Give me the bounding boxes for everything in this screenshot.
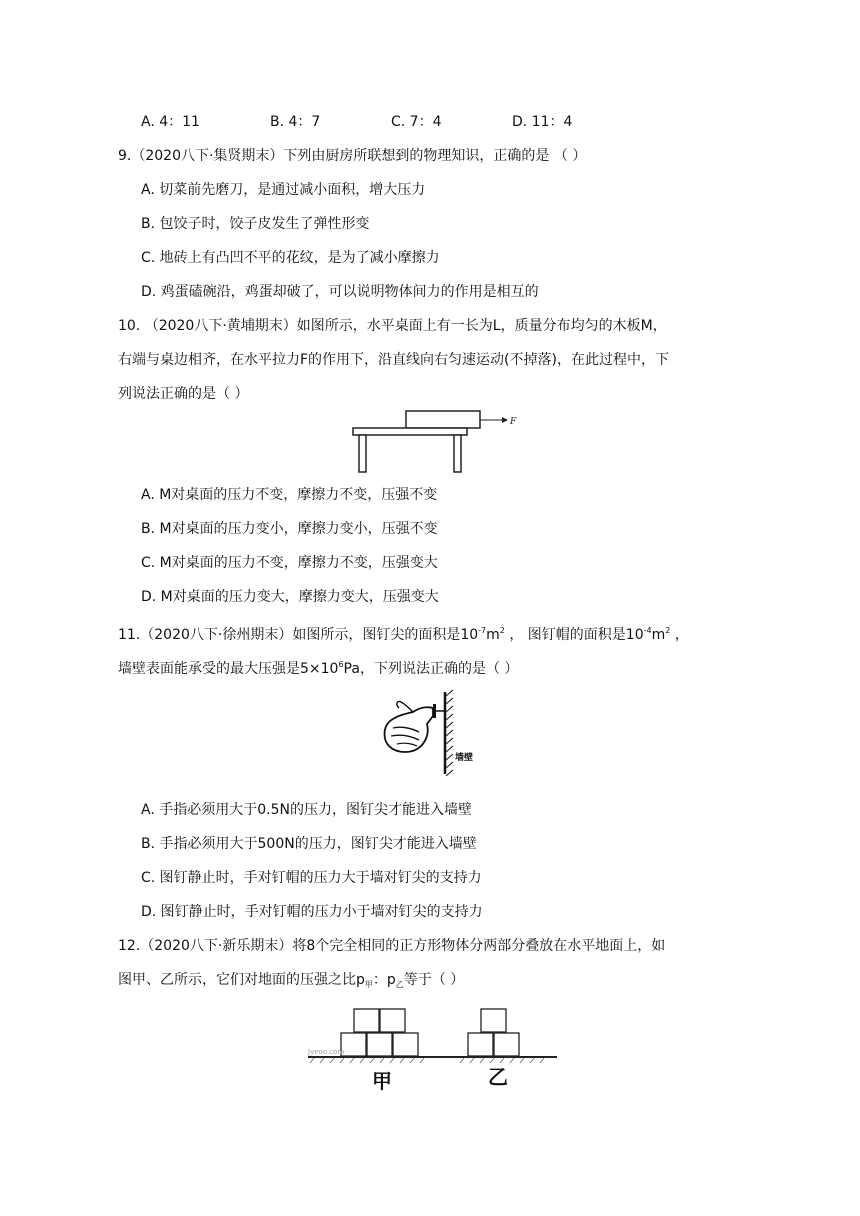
q10-stem-line3: 列说法正确的是（ ） (118, 386, 249, 402)
q8-option-a: A. 4：11 (141, 114, 200, 130)
q9-option-c: C. 地砖上有凸凹不平的花纹，是为了减小摩擦力 (141, 250, 440, 266)
q9-option-d: D. 鸡蛋磕碗沿，鸡蛋却破了，可以说明物体间力的作用是相互的 (141, 284, 539, 300)
q10-force-label: F (510, 417, 517, 427)
q12-blocks-figure (300, 1000, 565, 1100)
q10-table-figure (350, 408, 520, 474)
q10-stem-line2: 右端与桌边相齐，在水平拉力F的作用下，沿直线向右匀速运动(不掉落)，在此过程中，下 (118, 352, 669, 368)
q11-option-d: D. 图钉静止时，手对钉帽的压力小于墙对钉尖的支持力 (141, 904, 483, 920)
q10-option-d: D. M对桌面的压力变大，摩擦力变大，压强变大 (141, 589, 439, 605)
q10-option-a: A. M对桌面的压力不变，摩擦力不变，压强不变 (141, 487, 438, 503)
q12-stem-line2: 图甲、乙所示，它们对地面的压强之比$p_甲$：$p_乙$等于（ ） (118, 972, 465, 989)
q12-group-jia (341, 1009, 418, 1056)
q11-stem-line2: 墙壁表面能承受的最大压强是$5\times 10^6Pa$，下列说法正确的是（ ） (118, 660, 519, 677)
q8-option-b: B. 4：7 (270, 114, 321, 130)
q11-option-a: A. 手指必须用大于0.5N的压力，图钉尖才能进入墙壁 (141, 802, 472, 818)
q11-wall-label: 墙壁 (455, 753, 474, 763)
q10-stem-line1: 10. （2020八下·黄埔期末）如图所示，水平桌面上有一长为L，质量分布均匀的木板M， (118, 318, 667, 334)
q12-label-jia: 甲 (372, 1069, 392, 1093)
q12-label-yi: 乙 (488, 1065, 508, 1089)
q10-option-b: B. M对桌面的压力变小，摩擦力变小，压强不变 (141, 521, 438, 537)
q12-group-yi (468, 1009, 519, 1056)
q11-option-c: C. 图钉静止时，手对钉帽的压力大于墙对钉尖的支持力 (141, 870, 482, 886)
q9-option-b: B. 包饺子时，饺子皮发生了弹性形变 (141, 216, 370, 232)
q11-option-b: B. 手指必须用大于500N的压力，图钉尖才能进入墙壁 (141, 836, 477, 852)
q9-stem: 9.（2020八下·集贤期末）下列由厨房所联想到的物理知识，正确的是 （ ） (118, 148, 587, 164)
q11-thumbtack-figure (375, 688, 485, 778)
q12-watermark: Jyeoo.com (308, 1048, 345, 1056)
q11-stem-line1: 11.（2020八下·徐州期末）如图所示，图钉尖的面积是$10^{-7}m^2$ ， 图钉帽的面积是$10^{-4}m^2$ ， (118, 626, 689, 643)
q8-option-d: D. 11：4 (512, 114, 573, 130)
q10-option-c: C. M对桌面的压力不变，摩擦力不变，压强变大 (141, 555, 438, 571)
q9-option-a: A. 切菜前先磨刀，是通过减小面积，增大压力 (141, 182, 426, 198)
q12-stem-line1: 12.（2020八下·新乐期末）将8个完全相同的正方形物体分两部分叠放在水平地面上，如 (118, 938, 666, 954)
q8-option-c: C. 7：4 (391, 114, 442, 130)
